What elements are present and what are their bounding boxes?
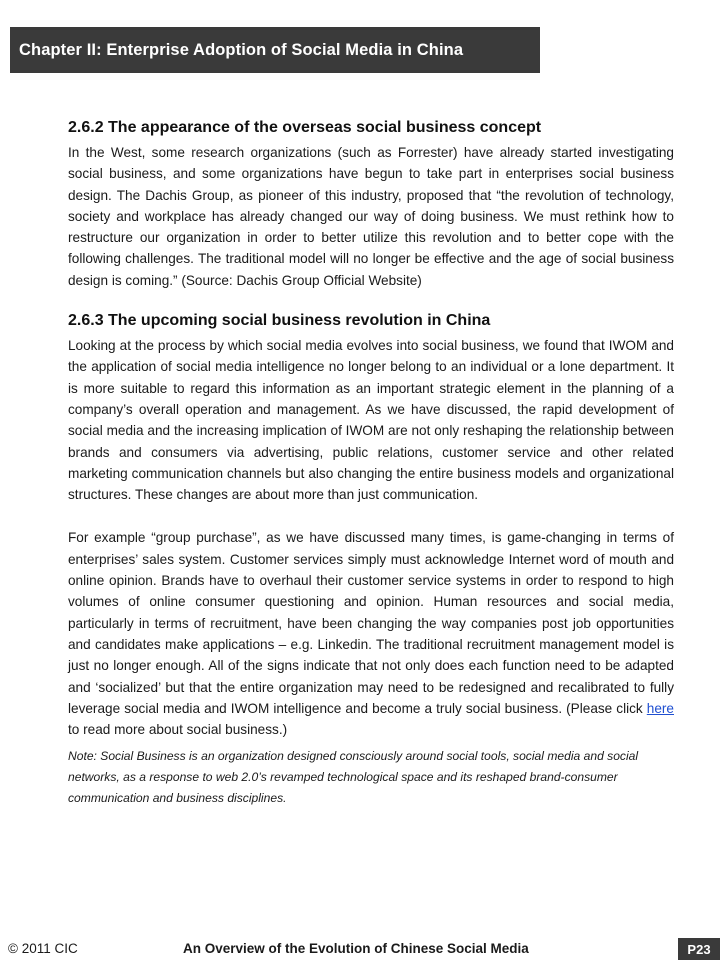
example-text-before-link: For example “group purchase”, as we have discussed many times, is game-changing in terms of enterprises’ sales system. Customer services simply must acknowledge Internet word of mouth and online opinion. Brands have to overhaul their customer service systems in order to respond to high volumes of online consumer questioning and opinion. Human resources and social media, particularly in terms of recruitment, have been changing the way companies post job opportunities and candidates make applications – e.g. Linkedin. The traditional recruitment management model is just no longer enough. All of the signs indicate that not only does each function need to be adapted and ‘socialized’ but that the entire organization may need to be redesigned and recalibrated to fully leverage social media and IWOM intelligence and become a truly social business. (Please click (68, 530, 674, 716)
chapter-title: Chapter II: Enterprise Adoption of Social Media in China (19, 40, 464, 59)
example-text-after-link: to read more about social business.) (68, 722, 288, 738)
page-number: P23 (687, 941, 711, 957)
section-heading: 2.6.2 The appearance of the overseas social business concept (68, 119, 542, 136)
section-2-6-2 (68, 117, 674, 291)
footer-copyright: © 2011 CIC (8, 941, 78, 956)
page-number-badge (678, 938, 720, 960)
chapter-header-bar (10, 27, 540, 73)
section-body: Looking at the process by which social media evolves into social business, we found that IWOM and the application of social media intelligence no longer belong to an individual or a lone department. It is more suitable to regard this information as an important strategic element in the planning of a company’s overall operation and management. As we have discussed, the rapid development of social media and the increasing implication of IWOM are not only reshaping the relationship between brands and consumers via advertising, public relations, customer service and other related marketing communication channels but also changing the entire business models and organizational structures. These changes are about more than just communication. (68, 338, 674, 503)
section-heading: 2.6.3 The upcoming social business revolution in China (68, 312, 491, 330)
example-paragraph (68, 527, 674, 740)
section-body: In the West, some research organizations (such as Forrester) have already started investigating social business, and some organizations have begun to take part in enterprises social business design. The Dachis Group, as pioneer of this industry, proposed that “the revolution of technology, society and workplace has already changed our way of doing business. We must rethink how to restructure our organization in order to better utilize this revolution and to better cope with the following challenges. The traditional model will no longer be effective and the age of social business design is coming.” (Source: Dachis Group Official Website) (68, 145, 674, 288)
read-more-link[interactable]: here (646, 700, 674, 716)
section-2-6-3 (68, 310, 674, 505)
document-content (68, 117, 674, 808)
footer-title: An Overview of the Evolution of Chinese Social Media (183, 941, 529, 956)
footnote-note: Note: Social Business is an organization designed consciously around social tools, social media and social networks, as a response to web 2.0’s revamped technological space and its reshaped brand-consumer communication and business disciplines. (68, 749, 639, 805)
example-section (68, 527, 674, 740)
